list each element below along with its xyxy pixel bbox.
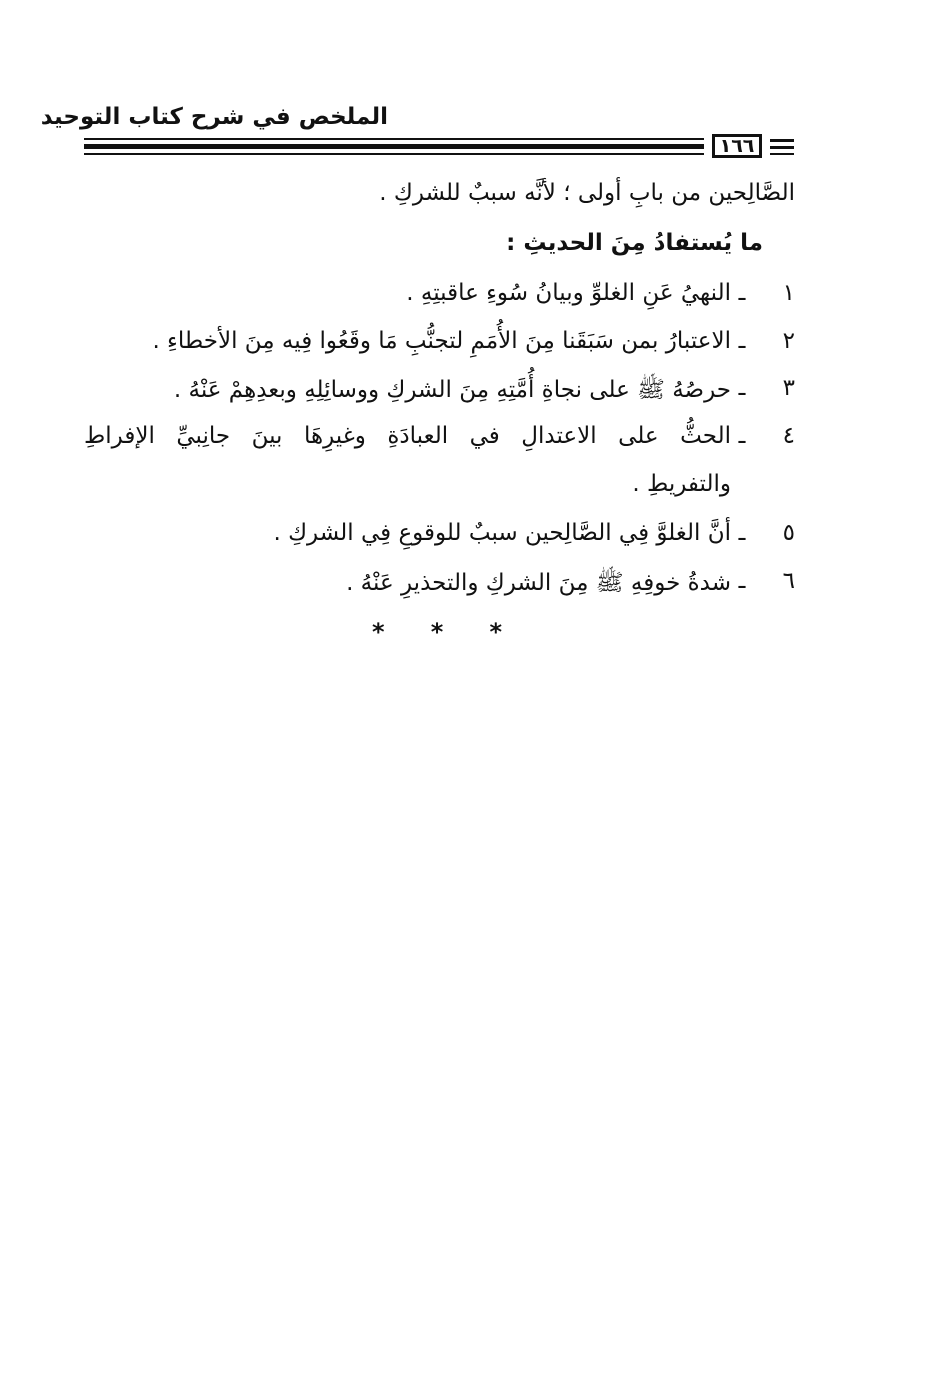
section-heading: ما يُستفادُ مِنَ الحديثِ : [506, 230, 763, 256]
item-dash: ـ [738, 280, 746, 306]
separator-star: * [430, 618, 444, 646]
item-text: الاعتبارُ بمن سَبَقَنا مِنَ الأُمَمِ لتجنُّبِ مَا وقَعُوا فِيه مِنَ الأخطاءِ . [152, 328, 731, 354]
item-number: ١ [782, 280, 795, 306]
item-dash: ـ [738, 328, 746, 354]
list-item [273, 520, 795, 546]
header-rule [770, 139, 794, 142]
page-number: ١٦٦ [712, 134, 762, 158]
item-dash: ـ [738, 520, 746, 546]
header-rule [84, 138, 704, 140]
continuation-line: الصَّالِحين من بابِ أولى ؛ لأنَّه سببٌ للشركِ . [379, 180, 795, 206]
list-item [174, 375, 795, 409]
item-text: حرصُهُ ﷺ على نجاةِ أُمَّتِهِ مِنَ الشركِ ووسائِلِهِ وبعدِهِمْ عَنْهُ . [173, 377, 731, 403]
header-rule [84, 153, 704, 155]
item-text: الحثُّ على الاعتدالِ في العبادَةِ وغيرِهَا بينَ جانِبيِّ الإفراطِ [84, 423, 731, 449]
running-title: الملخص في شرح كتاب التوحيد [40, 104, 388, 130]
item-number: ٣ [782, 375, 795, 401]
item-number: ٥ [782, 520, 795, 546]
item-text: أنَّ الغلوَّ فِي الصَّالِحين سببٌ للوقوعِ فِي الشركِ . [273, 520, 731, 546]
separator-star: * [489, 618, 502, 646]
item-text-continuation: والتفريطِ . [632, 471, 731, 497]
item-dash: ـ [738, 375, 746, 401]
item-number: ٢ [782, 328, 795, 354]
item-number: ٦ [782, 568, 795, 594]
section-separator [372, 618, 502, 646]
item-dash: ـ [738, 568, 746, 594]
list-item [346, 568, 795, 602]
header-rule [770, 146, 794, 149]
list-item [406, 280, 795, 306]
header-rule [770, 153, 794, 155]
item-dash: ـ [738, 423, 746, 449]
item-number: ٤ [782, 423, 795, 449]
separator-star: * [372, 618, 385, 646]
header-rule [84, 144, 704, 149]
item-text: النهيُ عَنِ الغلوِّ وبيانُ سُوءِ عاقبتِهِ . [406, 280, 731, 306]
item-text: شدةُ خوفِهِ ﷺ مِنَ الشركِ والتحذيرِ عَنْهُ . [346, 570, 731, 596]
list-item [84, 423, 795, 497]
list-item [152, 328, 795, 354]
